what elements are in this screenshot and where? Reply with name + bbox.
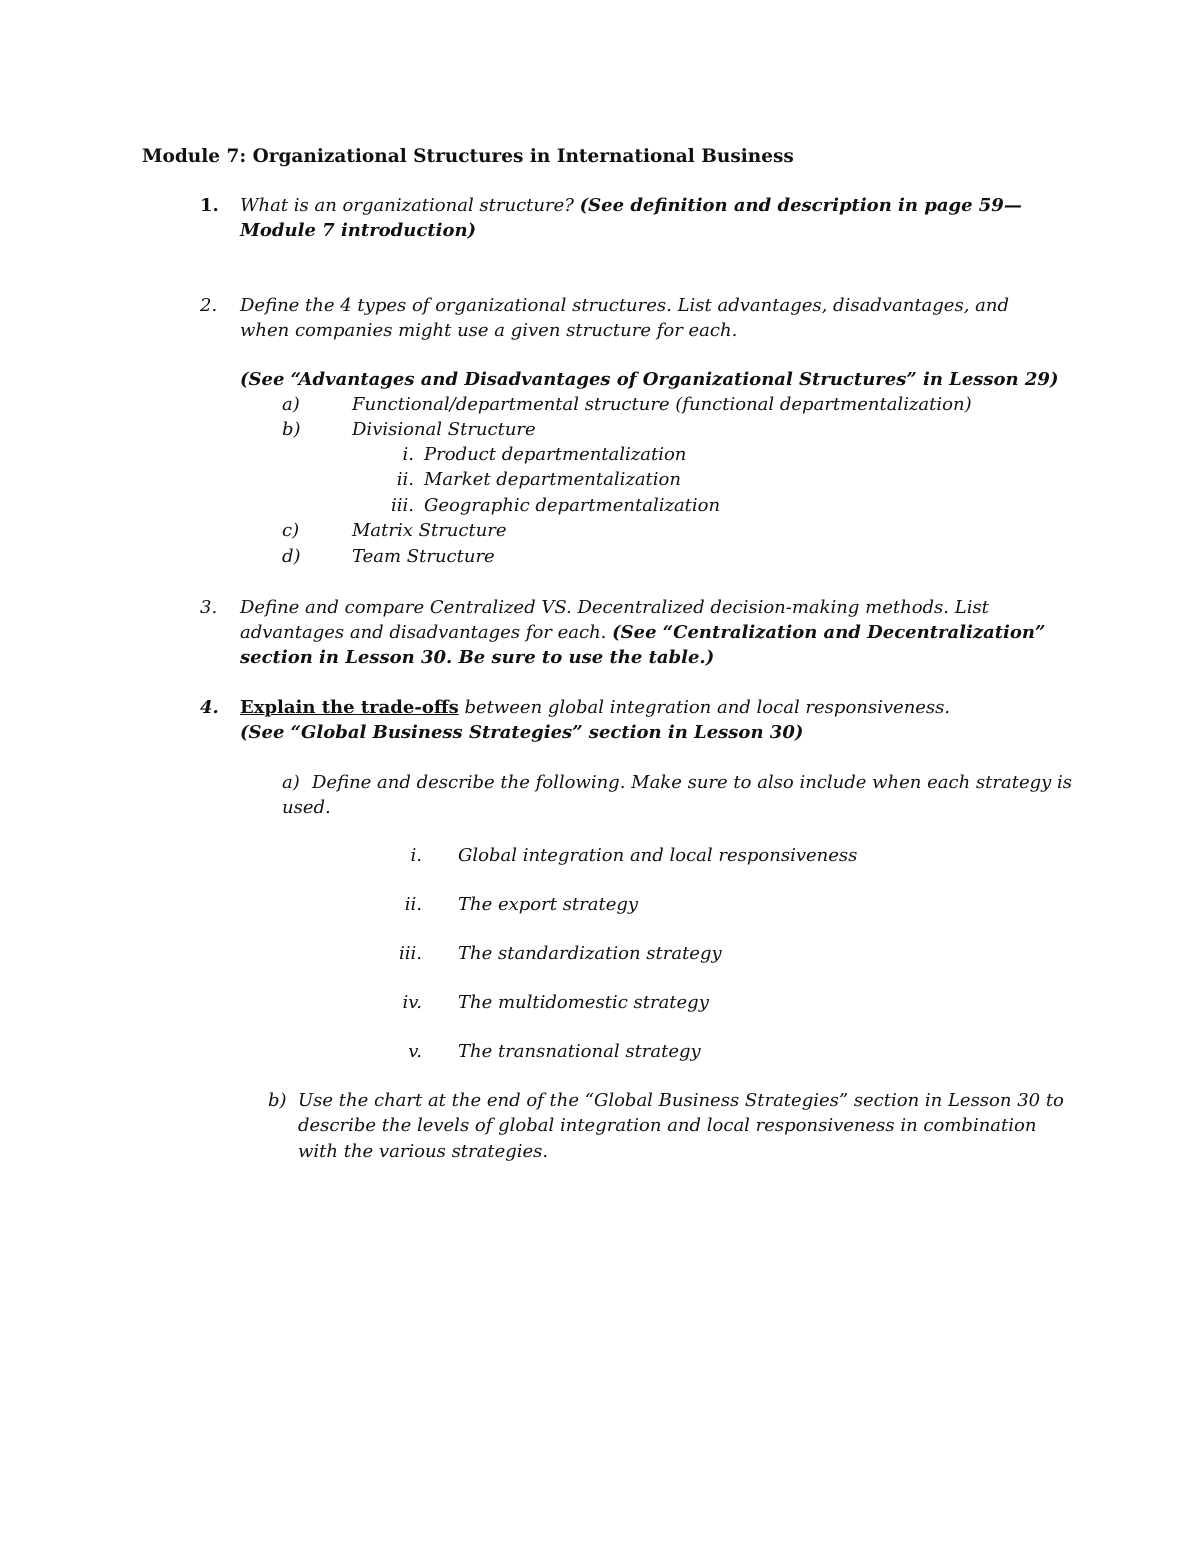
q4b-line1: Use the chart at the end of the “Global Business Strategies” section in Lesson 30 to — [298, 1090, 1064, 1111]
q1-number: 1. — [200, 195, 219, 216]
strategy-text: The transnational strategy — [458, 1041, 701, 1062]
q2-line2: when companies might use a given structure for each. — [240, 320, 738, 341]
strategy-marker: v. — [408, 1041, 422, 1062]
strategy-text: Global integration and local responsiveness — [458, 845, 858, 866]
q2-subitem-marker: iii. — [391, 495, 414, 516]
q2-item-marker: c) — [282, 520, 300, 541]
q4-reference: (See “Global Business Strategies” section in Lesson 30) — [240, 722, 804, 743]
q2-item-marker: b) — [282, 419, 301, 440]
q1-text: What is an organizational structure? — [240, 195, 580, 216]
q3-number: 3. — [200, 597, 218, 618]
q2-item-text: Functional/departmental structure (functional departmentalization) — [352, 394, 972, 415]
q3-reference: (See “Centralization and Decentralization” — [612, 622, 1046, 643]
q4a-line1: Define and describe the following. Make sure to also include when each strategy is — [312, 772, 1072, 793]
q3-reference-cont: section in Lesson 30. Be sure to use the table.) — [240, 647, 715, 668]
q1-line1 — [240, 193, 1022, 218]
page-title: Module 7: Organizational Structures in International Business — [142, 146, 794, 167]
q4-text: between global integration and local responsiveness. — [458, 697, 951, 718]
q2-number: 2. — [200, 295, 218, 316]
q3-text: advantages and disadvantages for each. — [240, 622, 613, 643]
strategy-text: The export strategy — [458, 894, 639, 915]
strategy-marker: iii. — [399, 943, 422, 964]
strategy-marker: ii. — [404, 894, 422, 915]
q4-number: 4. — [200, 697, 219, 718]
q2-subitem-text: Product departmentalization — [424, 444, 687, 465]
q3-line1: Define and compare Centralized VS. Decentralized decision-making methods. List — [240, 597, 989, 618]
q4-emphasis: Explain the trade-offs — [240, 697, 459, 718]
q2-item-text: Divisional Structure — [352, 419, 536, 440]
q1-reference-cont: Module 7 introduction) — [240, 220, 477, 241]
strategy-marker: iv. — [402, 992, 422, 1013]
q2-reference: (See “Advantages and Disadvantages of Organizational Structures” in Lesson 29) — [240, 369, 1059, 390]
q4b-line3: with the various strategies. — [298, 1141, 549, 1162]
strategy-text: The standardization strategy — [458, 943, 722, 964]
q2-item-marker: d) — [282, 546, 301, 567]
q2-subitem-marker: ii. — [396, 469, 414, 490]
q4a-line2: used. — [282, 797, 331, 818]
q4b-marker: b) — [268, 1090, 287, 1111]
q2-line1: Define the 4 types of organizational structures. List advantages, disadvantages, and — [240, 295, 1009, 316]
q3-line2 — [240, 620, 1045, 645]
q1-reference: (See definition and description in page 59— — [579, 195, 1022, 216]
q2-subitem-marker: i. — [402, 444, 414, 465]
strategy-marker: i. — [410, 845, 422, 866]
q2-item-text: Team Structure — [352, 546, 495, 567]
q4a-marker: a) — [282, 772, 300, 793]
q2-subitem-text: Market departmentalization — [424, 469, 681, 490]
q2-item-marker: a) — [282, 394, 300, 415]
q2-item-text: Matrix Structure — [352, 520, 507, 541]
q4-line1 — [240, 695, 950, 720]
strategy-text: The multidomestic strategy — [458, 992, 709, 1013]
q4b-line2: describe the levels of global integration and local responsiveness in combination — [298, 1115, 1037, 1136]
q2-subitem-text: Geographic departmentalization — [424, 495, 721, 516]
